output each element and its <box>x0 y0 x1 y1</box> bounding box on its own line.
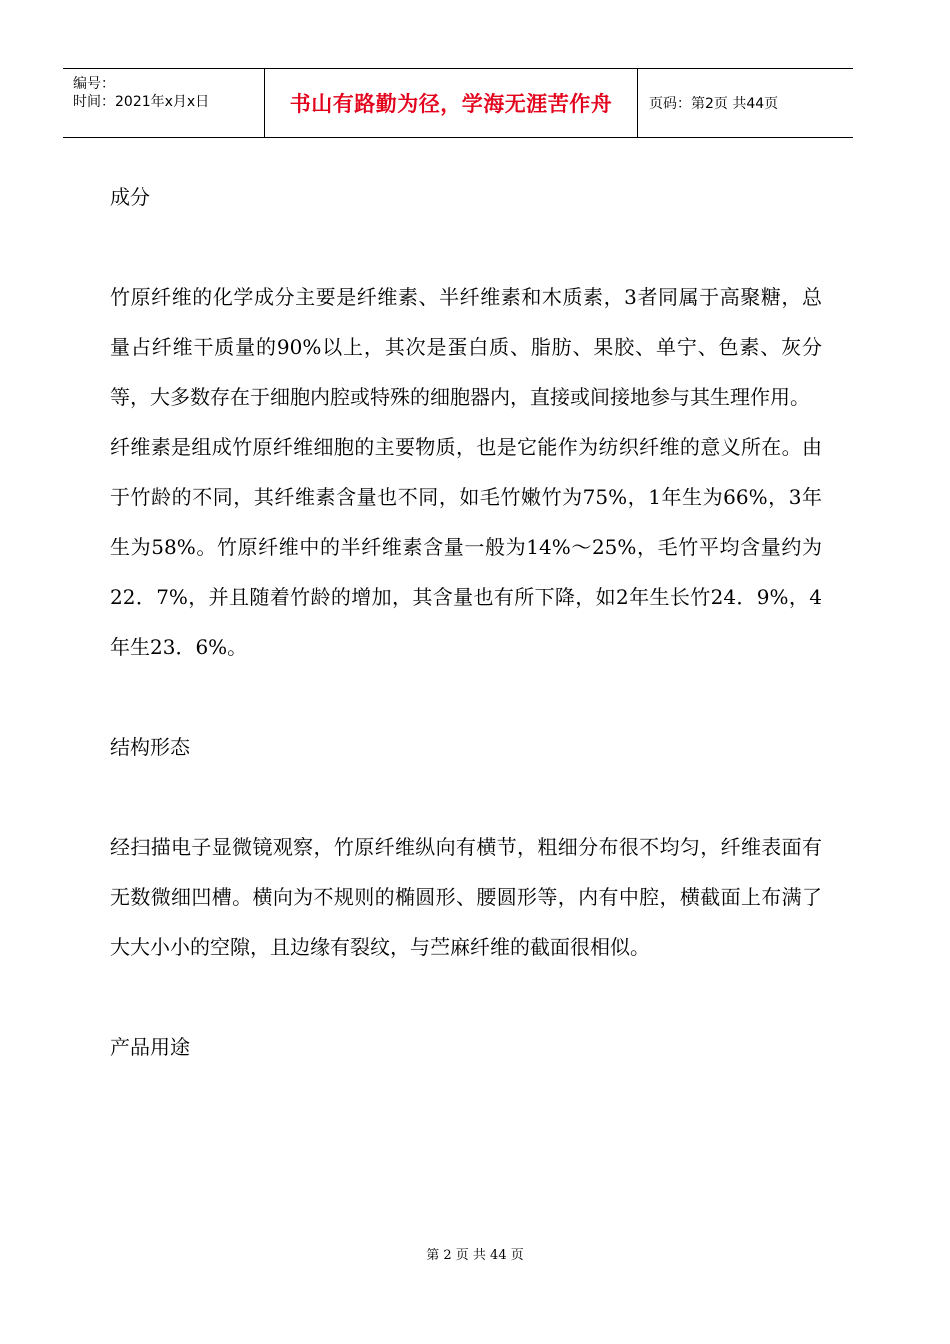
page-footer: 第 2 页 共 44 页 <box>426 1248 524 1263</box>
header-info-cell <box>63 69 265 137</box>
document-code-label: 编号： <box>73 76 115 92</box>
header-page-code: 页码：第2页 共44页 <box>649 96 779 112</box>
document-body <box>110 160 822 1072</box>
header-motto: 书山有路勤为径，学海无涯苦作舟 <box>265 69 638 137</box>
section-heading-structure: 结构形态 <box>110 735 190 759</box>
page-header <box>63 68 853 138</box>
paragraph: 纤维素是组成竹原纤维细胞的主要物质，也是它能作为纺织纤维的意义所在。由于竹龄的不同，其纤维素含量也不同，如毛竹嫩竹为75%，1年生为66%，3年生为58%。竹原纤维中的半纤维素含量一般为14%～25%，毛竹平均含量约为22．7%，并且随着竹龄的增加，其含量也有所下降，如2年生长竹24．9%，4年生23．6%。 <box>110 435 822 659</box>
section-heading-composition: 成分 <box>110 185 150 209</box>
paragraph: 经扫描电子显微镜观察，竹原纤维纵向有横节，粗细分布很不均匀，纤维表面有无数微细凹槽。横向为不规则的椭圆形、腰圆形等，内有中腔，横截面上布满了大大小小的空隙，且边缘有裂纹，与苎麻纤维的截面很相似。 <box>110 835 822 959</box>
document-time-label: 时间：2021年x月x日 <box>73 94 210 110</box>
paragraph: 竹原纤维的化学成分主要是纤维素、半纤维素和木质素，3者同属于高聚糖，总量占纤维干质量的90%以上，其次是蛋白质、脂肪、果胶、单宁、色素、灰分等，大多数存在于细胞内腔或特殊的细胞器内，直接或间接地参与其生理作用。 <box>110 285 822 409</box>
section-heading-uses: 产品用途 <box>110 1035 190 1059</box>
